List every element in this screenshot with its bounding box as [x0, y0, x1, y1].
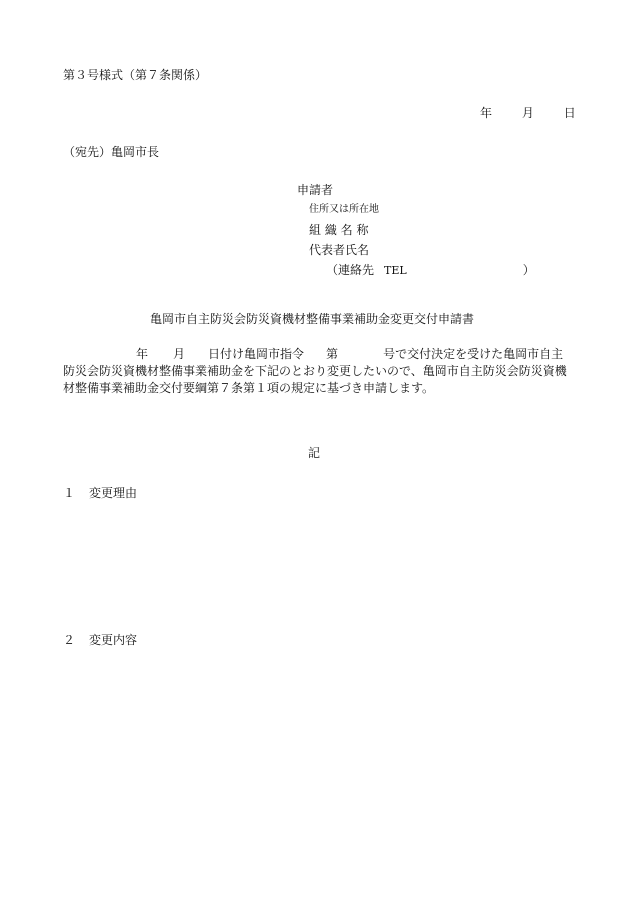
body-dai: 第	[326, 347, 339, 361]
date-line	[480, 104, 576, 121]
body-date-ref: 日付け亀岡市指令	[208, 347, 305, 361]
contact-line	[297, 260, 535, 281]
applicant-block	[297, 180, 535, 281]
item-number: １	[63, 486, 76, 500]
date-month: 月	[521, 106, 534, 120]
item-change-content	[63, 631, 137, 648]
item-number: ２	[63, 633, 76, 647]
date-day: 日	[563, 106, 576, 120]
body-year: 年	[136, 347, 149, 361]
contact-close: ）	[522, 263, 535, 277]
representative-label: 代表者氏名	[309, 243, 370, 257]
body-paragraph	[63, 346, 569, 397]
document-title: 亀岡市自主防災会防災資機材整備事業補助金変更交付申請書	[150, 312, 475, 326]
date-year: 年	[480, 106, 493, 120]
item-label: 変更理由	[89, 486, 138, 500]
tel-label: TEL	[384, 264, 407, 277]
body-rest: 号で交付決定を受けた亀岡市自主防災会防災資機材整備事業補助金を下記のとおり変更したいので、亀岡市自主防災会防災資機材整備事業補助金交付要綱第７条第１項の規定に基づき申請します。	[63, 347, 567, 395]
applicant-heading: 申請者	[297, 183, 334, 197]
ki-heading: 記	[308, 446, 321, 460]
body-month: 月	[173, 347, 186, 361]
contact-open: （連絡先	[326, 263, 375, 277]
addressee: （宛先）亀岡市長	[63, 145, 160, 159]
address-label: 住所又は所在地	[309, 204, 379, 215]
form-number: 第３号様式（第７条関係）	[63, 68, 208, 82]
item-label: 変更内容	[89, 633, 138, 647]
item-change-reason	[63, 484, 137, 501]
org-name-label: 組 織 名 称	[309, 223, 369, 237]
